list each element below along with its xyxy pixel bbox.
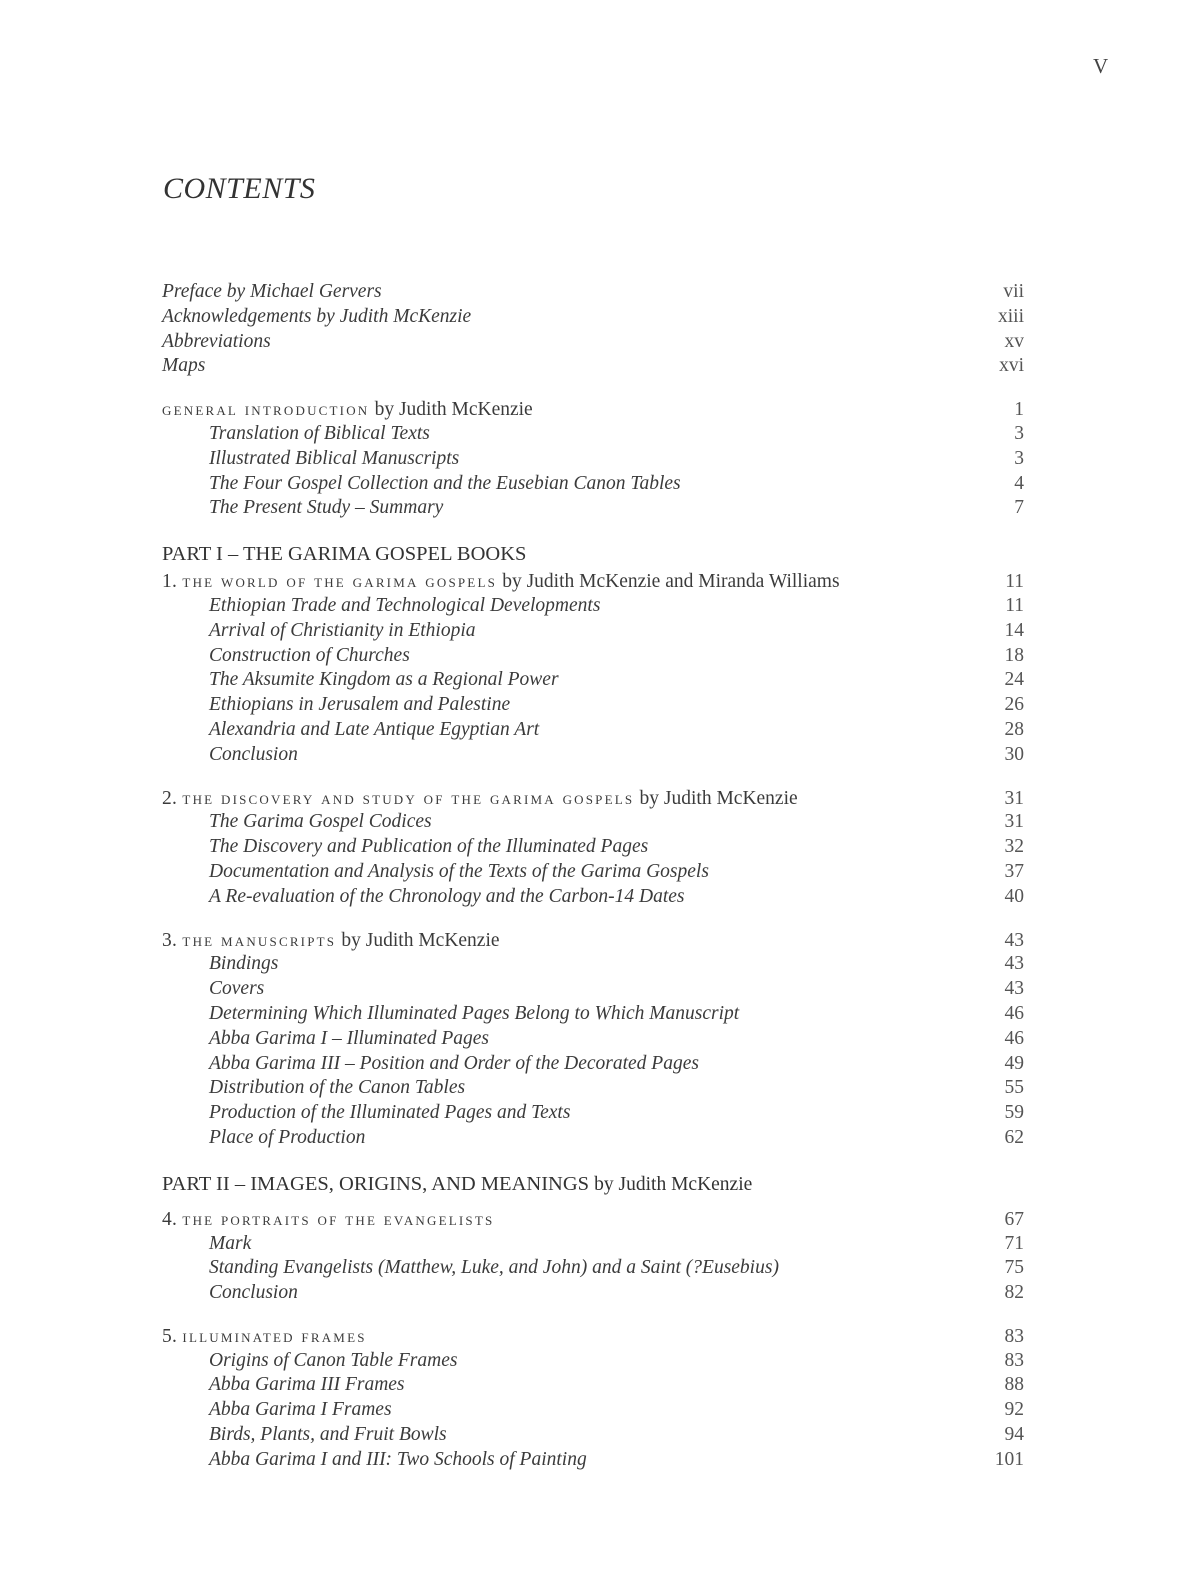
entry-page: 26: [1004, 694, 1024, 716]
entry-label: Abba Garima III – Position and Order of the Decorated Pages: [209, 1052, 699, 1074]
entry-label: Construction of Churches: [209, 644, 410, 666]
table-of-contents: [162, 280, 1024, 1473]
toc-chapter-heading[interactable]: [162, 928, 1024, 953]
part-title: PART II – IMAGES, ORIGINS, AND MEANINGS: [162, 1172, 590, 1195]
entry-label: Origins of Canon Table Frames: [209, 1349, 458, 1371]
toc-entry[interactable]: [162, 1052, 1024, 1077]
toc-entry[interactable]: [162, 447, 1024, 472]
entry-label: Arrival of Christianity in Ethiopia: [209, 619, 476, 641]
toc-entry[interactable]: [162, 860, 1024, 885]
entry-label: Covers: [209, 978, 265, 1000]
toc-entry[interactable]: [162, 1423, 1024, 1448]
entry-page: 43: [1004, 953, 1024, 975]
entry-page: 11: [1005, 571, 1024, 593]
entry-label: Determining Which Illuminated Pages Belong to Which Manuscript: [209, 1002, 740, 1024]
entry-page: 28: [1004, 718, 1024, 740]
entry-label: Mark: [209, 1232, 252, 1254]
front-matter-list: [162, 280, 1024, 379]
introduction-section: [162, 397, 1024, 521]
entry-page: 101: [994, 1448, 1024, 1470]
entry-page: 1: [1014, 399, 1024, 421]
toc-entry[interactable]: [162, 354, 1024, 379]
entry-page: 4: [1014, 472, 1024, 494]
entry-label: The Garima Gospel Codices: [209, 811, 432, 833]
chapter-4: [162, 1207, 1024, 1306]
chapter-number: 2.: [162, 787, 178, 809]
chapter-number: 3.: [162, 929, 178, 951]
toc-entry[interactable]: [162, 1448, 1024, 1473]
entry-label: Bindings: [209, 953, 279, 975]
toc-entry[interactable]: [162, 1398, 1024, 1423]
entry-label: Ethiopian Trade and Technological Developments: [209, 594, 601, 616]
toc-chapter-heading[interactable]: [162, 786, 1024, 811]
toc-chapter-heading[interactable]: [162, 569, 1024, 594]
part-title: PART I – THE GARIMA GOSPEL BOOKS: [162, 543, 527, 566]
chapter-title: the manuscripts: [182, 929, 337, 950]
entry-label: The Aksumite Kingdom as a Regional Power: [209, 669, 559, 691]
chapter-number: 5.: [162, 1325, 178, 1347]
entry-label: Documentation and Analysis of the Texts of the Garima Gospels: [209, 860, 709, 882]
chapter-title: the portraits of the evangelists: [182, 1208, 495, 1229]
page-title: CONTENTS: [163, 172, 316, 205]
entry-label: Abba Garima I Frames: [209, 1399, 392, 1421]
entry-page: 3: [1014, 447, 1024, 469]
entry-label: Birds, Plants, and Fruit Bowls: [209, 1424, 447, 1446]
entry-label: Maps: [162, 355, 206, 377]
entry-page: 55: [1004, 1077, 1024, 1099]
entry-label: Translation of Biblical Texts: [209, 422, 430, 444]
entry-page: 3: [1014, 422, 1024, 444]
toc-entry[interactable]: [162, 977, 1024, 1002]
part-heading[interactable]: [162, 539, 1024, 569]
entry-page: 43: [1004, 929, 1024, 951]
entry-label: Standing Evangelists (Matthew, Luke, and John) and a Saint (?Eusebius): [209, 1257, 779, 1279]
toc-entry[interactable]: [162, 718, 1024, 743]
entry-label: Abbreviations: [162, 330, 271, 352]
part-author: by Judith McKenzie: [594, 1173, 753, 1195]
chapter-title: the world of the garima gospels: [182, 571, 498, 592]
entry-page: vii: [1003, 281, 1024, 302]
entry-label: The Discovery and Publication of the Illuminated Pages: [209, 836, 649, 858]
toc-entry[interactable]: [162, 305, 1024, 330]
entry-label: Abba Garima I – Illuminated Pages: [209, 1027, 490, 1049]
entry-page: 46: [1004, 1002, 1024, 1024]
entry-page: 83: [1004, 1325, 1024, 1347]
part-heading[interactable]: [162, 1169, 1024, 1199]
entry-label: Conclusion: [209, 743, 298, 765]
toc-entry[interactable]: [162, 835, 1024, 860]
entry-page: 92: [1004, 1399, 1024, 1421]
chapter-title: general introduction: [162, 399, 370, 420]
toc-chapter-heading[interactable]: [162, 397, 1024, 422]
entry-page: 24: [1004, 669, 1024, 691]
chapter-title: illuminated frames: [182, 1325, 367, 1346]
entry-page: xiii: [997, 305, 1024, 327]
entry-page: 82: [1004, 1282, 1024, 1304]
entry-page: 31: [1004, 811, 1024, 833]
entry-label: Abba Garima III Frames: [209, 1374, 405, 1396]
entry-label: The Present Study – Summary: [209, 497, 444, 519]
entry-page: 62: [1004, 1126, 1024, 1148]
entry-page: 14: [1004, 619, 1024, 641]
entry-page: 43: [1004, 978, 1024, 1000]
entry-label: The Four Gospel Collection and the Eusebian Canon Tables: [209, 472, 681, 494]
toc-entry[interactable]: [162, 1126, 1024, 1151]
entry-label: Production of the Illuminated Pages and Texts: [209, 1102, 571, 1124]
entry-page: 46: [1004, 1027, 1024, 1049]
entry-page: 18: [1004, 644, 1024, 666]
chapter-2: [162, 786, 1024, 910]
toc-entry[interactable]: [162, 668, 1024, 693]
toc-entry[interactable]: [162, 422, 1024, 447]
entry-page: 30: [1004, 743, 1024, 765]
entry-page: xv: [1004, 330, 1024, 352]
chapter-author: by Judith McKenzie: [639, 787, 798, 809]
entry-page: 32: [1004, 836, 1024, 858]
entry-page: 88: [1004, 1374, 1024, 1396]
entry-page: 11: [1005, 594, 1024, 616]
entry-label: Abba Garima I and III: Two Schools of Painting: [209, 1448, 587, 1470]
toc-entry[interactable]: [162, 1256, 1024, 1281]
entry-label: Distribution of the Canon Tables: [209, 1077, 466, 1099]
toc-entry[interactable]: [162, 330, 1024, 355]
toc-entry[interactable]: [162, 280, 1024, 305]
toc-entry[interactable]: [162, 952, 1024, 977]
chapter-title: the discovery and study of the garima gospels: [182, 787, 635, 808]
toc-entry[interactable]: [162, 810, 1024, 835]
chapter-number: 4.: [162, 1208, 178, 1230]
entry-label: Acknowledgements by Judith McKenzie: [162, 305, 472, 327]
toc-entry[interactable]: [162, 594, 1024, 619]
entry-label: Illustrated Biblical Manuscripts: [209, 447, 460, 469]
chapter-author: by Judith McKenzie: [341, 929, 500, 951]
toc-chapter-heading[interactable]: [162, 1324, 1024, 1349]
toc-entry[interactable]: [162, 472, 1024, 497]
entry-page: 75: [1004, 1257, 1024, 1279]
toc-entry[interactable]: [162, 693, 1024, 718]
toc-entry[interactable]: [162, 885, 1024, 910]
entry-page: 49: [1004, 1052, 1024, 1074]
entry-page: 94: [1004, 1424, 1024, 1446]
toc-entry[interactable]: [162, 1373, 1024, 1398]
chapter-number: 1.: [162, 571, 178, 593]
toc-chapter-heading[interactable]: [162, 1207, 1024, 1232]
toc-entry[interactable]: [162, 1101, 1024, 1126]
entry-page: 83: [1004, 1349, 1024, 1371]
toc-entry[interactable]: [162, 743, 1024, 768]
entry-label: Place of Production: [209, 1126, 366, 1148]
entry-label: Ethiopians in Jerusalem and Palestine: [209, 694, 511, 716]
toc-entry[interactable]: [162, 644, 1024, 669]
toc-entry[interactable]: [162, 496, 1024, 521]
entry-label: A Re-evaluation of the Chronology and the Carbon-14 Dates: [209, 885, 685, 907]
entry-page: 31: [1004, 787, 1024, 809]
entry-page: 59: [1004, 1102, 1024, 1124]
entry-page: 40: [1004, 885, 1024, 907]
entry-label: Alexandria and Late Antique Egyptian Art: [209, 718, 540, 740]
toc-entry[interactable]: [162, 1349, 1024, 1374]
entry-label: Preface by Michael Gervers: [162, 281, 382, 302]
page-number: V: [1093, 54, 1109, 78]
toc-entry[interactable]: [162, 1076, 1024, 1101]
chapter-author: by Judith McKenzie and Miranda Williams: [502, 571, 840, 593]
entry-page: xvi: [999, 355, 1024, 377]
toc-entry[interactable]: [162, 1002, 1024, 1027]
toc-entry[interactable]: [162, 619, 1024, 644]
chapter-5: [162, 1324, 1024, 1473]
chapter-author: by Judith McKenzie: [374, 399, 533, 421]
toc-entry[interactable]: [162, 1027, 1024, 1052]
entry-page: 71: [1004, 1232, 1024, 1254]
entry-page: 37: [1004, 860, 1024, 882]
toc-entry[interactable]: [162, 1281, 1024, 1306]
entry-page: 67: [1004, 1208, 1024, 1230]
chapter-3: [162, 928, 1024, 1151]
entry-page: 7: [1014, 497, 1024, 519]
toc-entry[interactable]: [162, 1232, 1024, 1257]
entry-label: Conclusion: [209, 1282, 298, 1304]
chapter-1: [162, 569, 1024, 767]
